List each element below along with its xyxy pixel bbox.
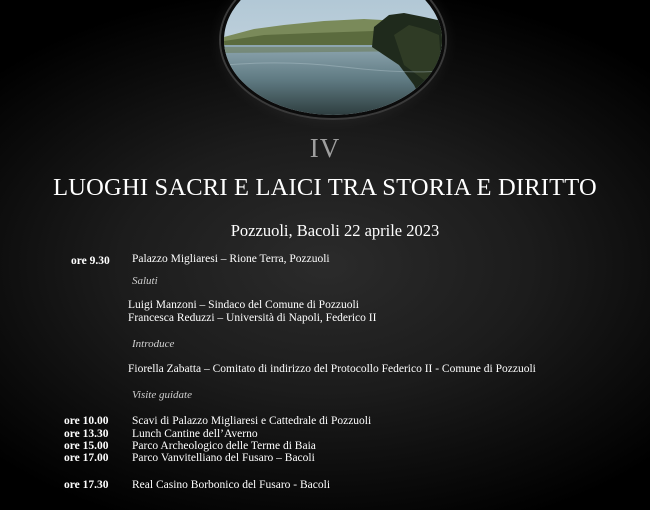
visit-time-1: ore 10.00 (64, 415, 109, 427)
opening-venue: Palazzo Migliaresi – Rione Terra, Pozzuoli (132, 253, 330, 265)
saluti-speaker-1: Luigi Manzoni – Sindaco del Comune di Pozzuoli (128, 299, 359, 311)
edition-numeral: IV (309, 133, 341, 163)
saluti-speaker-2: Francesca Reduzzi – Università di Napoli, Federico II (128, 312, 377, 324)
introduce-label: Introduce (132, 338, 175, 350)
place-and-date: Pozzuoli, Bacoli 22 aprile 2023 (230, 221, 440, 240)
visit-place-2: Lunch Cantine dell’Averno (132, 428, 258, 440)
visit-time-4: ore 17.00 (64, 452, 109, 464)
afternoon-time: ore 17.30 (64, 479, 109, 491)
visit-time-2: ore 13.30 (64, 428, 109, 440)
visit-place-1: Scavi di Palazzo Migliaresi e Cattedrale di Pozzuoli (132, 415, 372, 427)
visit-place-4: Parco Vanvitelliano del Fusaro – Bacoli (132, 452, 315, 464)
event-title: LUOGHI SACRI E LAICI TRA STORIA E DIRITTO (53, 174, 597, 201)
visite-label: Visite guidate (132, 389, 192, 401)
afternoon-venue: Real Casino Borbonico del Fusaro - Bacoli (132, 479, 331, 491)
introduce-speaker: Fiorella Zabatta – Comitato di indirizzo del Protocollo Federico II - Comune di Pozzuoli (128, 363, 536, 375)
opening-time: ore 9.30 (71, 255, 110, 267)
visit-time-3: ore 15.00 (64, 440, 109, 452)
saluti-label: Saluti (132, 275, 158, 287)
visit-place-3: Parco Archeologico delle Terme di Baia (132, 440, 316, 452)
